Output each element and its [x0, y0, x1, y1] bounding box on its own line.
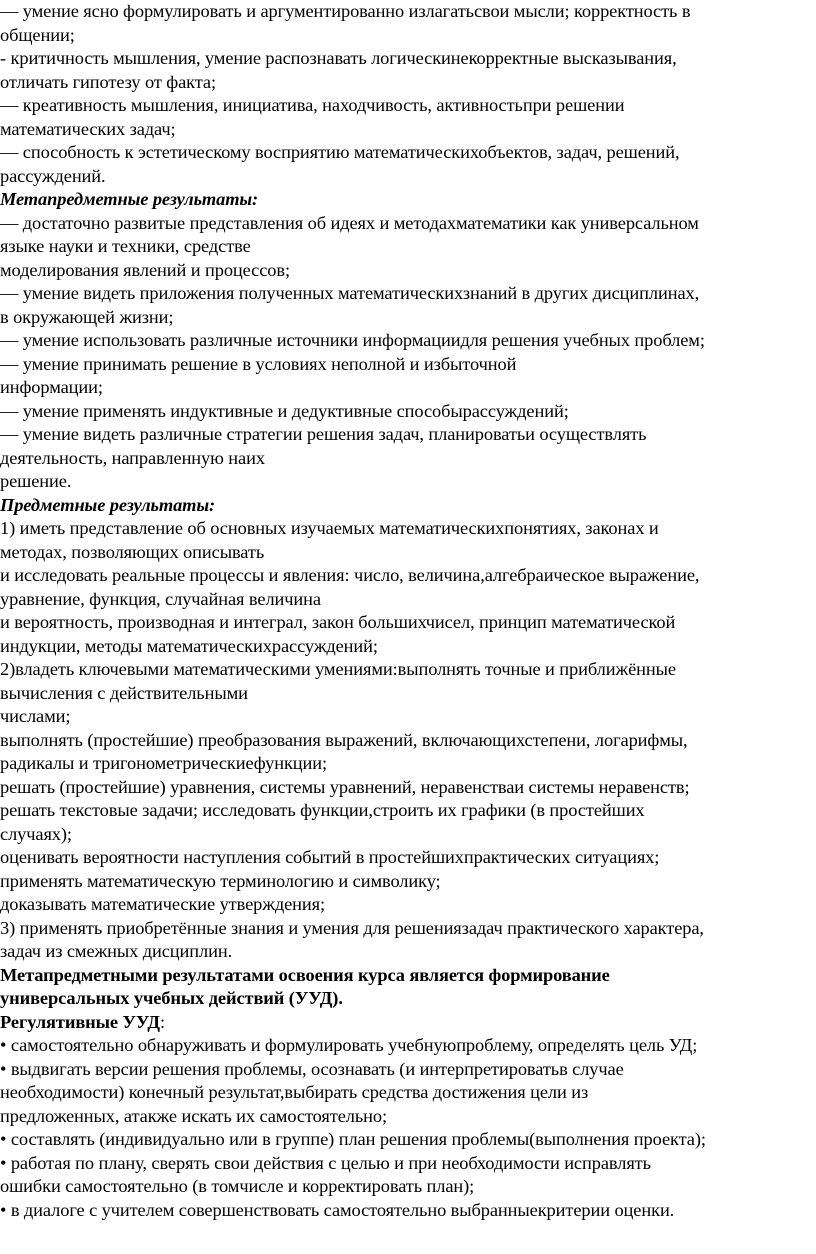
text-line: — умение принимать решение в условиях неполной и избыточной — [0, 353, 517, 374]
text-line: 1) иметь представление об основных изучаемых математическихпонятиях, законах и — [0, 518, 659, 538]
text-line: предложенных, атакже искать их самостоятельно; — [0, 1105, 387, 1126]
text-line: • работая по плану, сверять свои действия с целью и при необходимости исправлять — [0, 1152, 651, 1173]
text-line: — способность к эстетическому восприятию математическихобъектов, задач, решений, — [0, 142, 680, 162]
text-line: задач из смежных дисциплин. — [0, 941, 233, 961]
bold-heading — [0, 964, 814, 988]
text-line: — достаточно развитые представления об идеях и методахматематики как универсальном — [0, 212, 699, 233]
bold-heading-text: Регулятивные УУД — [0, 1011, 160, 1032]
text-line: • в диалоге с учителем совершенствовать самостоятельно выбранныекритерии оценки. — [0, 1199, 675, 1220]
text-line: ошибки самостоятельно (в томчисле и корректировать план); — [0, 1176, 475, 1196]
text-line: информации; — [0, 377, 103, 397]
text-line: отличать гипотезу от факта; — [0, 71, 216, 92]
section-heading-text: Предметные результаты: — [0, 494, 216, 515]
text-line: 3) применять приобретённые знания и умения для решениязадач практического характера, — [0, 917, 704, 938]
text-line: необходимости) конечный результат,выбирать средства достижения цели из — [0, 1082, 589, 1102]
text-line: применять математическую терминологию и символику; — [0, 870, 441, 891]
text-line: деятельность, направленную наих — [0, 447, 265, 468]
text-line: — умение применять индуктивные и дедуктивные способырассуждений; — [0, 400, 569, 421]
bold-heading — [0, 1011, 814, 1035]
text-line: — креативность мышления, инициатива, находчивость, активностьпри решении — [0, 95, 625, 115]
text-line: доказывать математические утверждения; — [0, 894, 326, 914]
text-line: математических задач; — [0, 118, 176, 139]
text-line: выполнять (простейшие) преобразования выражений, включающихстепени, логарифмы, — [0, 729, 688, 750]
bold-heading-text: Метапредметными результатами освоения курса является формирование — [0, 964, 610, 985]
text-line: числами; — [0, 706, 71, 726]
text-line: • составлять (индивидуально или в группе) план решения проблемы(выполнения проекта); — [0, 1129, 706, 1149]
text-line: методах, позволяющих описывать — [0, 541, 265, 562]
text-line: решение. — [0, 471, 72, 491]
heading-suffix: : — [159, 1011, 165, 1032]
text-line: в окружающей жизни; — [0, 306, 174, 327]
text-line: — умение ясно формулировать и аргументированно излагатьсвои мысли; корректность в — [0, 1, 691, 21]
text-line: оценивать вероятности наступления событий в простейшихпрактических ситуациях; — [0, 847, 660, 867]
text-line: — умение видеть приложения полученных математическихзнаний в других дисциплинах, — [0, 283, 700, 303]
bold-heading — [0, 987, 814, 1011]
section-heading-text: Метапредметные результаты: — [0, 189, 259, 209]
text-line: решать текстовые задачи; исследовать функции,строить их графики (в простейших — [0, 800, 645, 820]
text-line: языке науки и техники, средстве — [0, 236, 251, 256]
section-heading — [0, 188, 814, 212]
text-line: • выдвигать версии решения проблемы, осознавать (и интерпретироватьв случае — [0, 1058, 624, 1079]
text-line: и исследовать реальные процессы и явления: число, величина,алгебраическое выражение, — [0, 565, 700, 585]
text-line: и вероятность, производная и интеграл, закон большихчисел, принцип математической — [0, 612, 676, 632]
text-line: — умение использовать различные источники информациидля решения учебных проблем; — [0, 330, 705, 350]
text-line: • самостоятельно обнаруживать и формулировать учебнуюпроблему, определять цель УД; — [0, 1035, 698, 1055]
text-line: моделирования явлений и процессов; — [0, 259, 290, 280]
text-line: — умение видеть различные стратегии решения задач, планироватьи осуществлять — [0, 424, 647, 444]
text-line: рассуждений. — [0, 165, 106, 186]
text-line: индукции, методы математическихрассуждений; — [0, 635, 378, 656]
text-line: - критичность мышления, умение распознавать логическинекорректные высказывания, — [0, 48, 677, 68]
text-line: уравнение, функция, случайная величина — [0, 588, 321, 609]
bold-heading-text: универсальных учебных действий (УУД). — [0, 988, 343, 1008]
text-line: радикалы и тригонометрическиефункции; — [0, 753, 328, 773]
text-line: вычисления с действительными — [0, 682, 248, 703]
section-heading — [0, 494, 814, 518]
text-line: 2)владеть ключевыми математическими умениями:выполнять точные и приближённые — [0, 659, 676, 679]
text-line: общении; — [0, 24, 75, 45]
text-line: решать (простейшие) уравнения, системы уравнений, неравенстваи системы неравенств; — [0, 776, 690, 797]
text-line: случаях); — [0, 823, 72, 844]
